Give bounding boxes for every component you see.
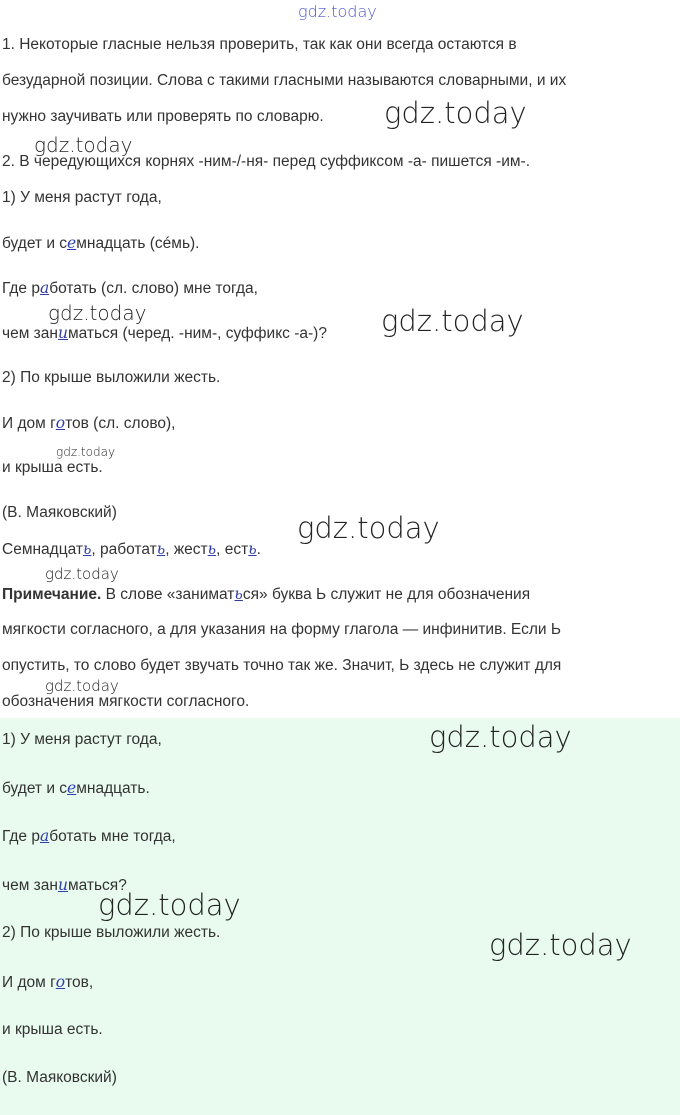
watermark: gdz.today [56, 445, 116, 459]
poem-annotated-line-4: чем заниматься (черед. -ним-, суффикс -а-)? [2, 324, 327, 342]
poem-annotated-author: (В. Маяковский) [2, 504, 117, 521]
watermark: gdz.today [489, 928, 632, 962]
poem-clean-line-5: 2) По крыше выложили жесть. [2, 924, 221, 941]
poem-clean-line-2: будет и семнадцать. [2, 779, 150, 797]
watermark: gdz.today [98, 888, 241, 922]
soft-sign-mark: ь [207, 540, 217, 558]
poem-clean-author: (В. Маяковский) [2, 1069, 117, 1086]
intro-line-3: нужно заучивать или проверять по словарю. [2, 108, 324, 125]
poem-annotated-line-3: Где работать (сл. слово) мне тогда, [2, 279, 258, 297]
watermark: gdz.today [297, 511, 440, 545]
watermark: gdz.today [429, 720, 572, 754]
note-line-1: Примечание. В слове «заниматься» буква Ь служит не для обозначения [2, 585, 531, 603]
note-line-4: обозначения мягкости согласного. [2, 693, 250, 710]
vowel-mark: о [55, 973, 66, 991]
intro-line-1: 1. Некоторые гласные нельзя проверить, так как они всегда остаются в [2, 36, 517, 53]
poem-annotated-line-2: будет и семнадцать (сéмь). [2, 234, 200, 252]
vowel-mark: е [67, 779, 77, 797]
vowel-mark: и [57, 324, 68, 342]
poem-clean-line-4: чем заниматься? [2, 876, 127, 894]
vowel-mark: а [39, 279, 50, 297]
soft-sign-words: Семнадцать, работать, жесть, есть. [2, 540, 261, 558]
watermark: gdz.today [48, 301, 147, 325]
poem-annotated-line-7: и крыша есть. [2, 459, 103, 476]
note-line-2: мягкости согласного, а для указания на форму глагола — инфинитив. Если Ь [2, 621, 562, 638]
intro-line-2: безударной позиции. Слова с такими гласными называются словарными, и их [2, 72, 567, 89]
vowel-mark: а [39, 827, 50, 845]
poem-clean-line-6: И дом готов, [2, 973, 94, 991]
watermark-top: gdz.today [298, 2, 377, 21]
soft-sign-mark: ь [156, 540, 166, 558]
poem-clean-line-3: Где работать мне тогда, [2, 827, 176, 845]
watermark: gdz.today [381, 304, 524, 338]
intro-line-4: 2. В чередующихся корнях -ним-/-ня- перед суффиксом -а- пишется -им-. [2, 153, 530, 170]
note-line-3: опустить, то слово будет звучать точно так же. Значит, Ь здесь не служит для [2, 657, 562, 674]
watermark: gdz.today [384, 96, 527, 130]
poem-clean-line-1: 1) У меня растут года, [2, 731, 162, 748]
vowel-mark: и [57, 876, 68, 894]
vowel-mark: е [67, 234, 77, 252]
poem-annotated-line-6: И дом готов (сл. слово), [2, 414, 176, 432]
watermark: gdz.today [45, 677, 119, 695]
soft-sign-mark: ь [234, 585, 243, 603]
soft-sign-mark: ь [82, 540, 92, 558]
poem-annotated-line-5: 2) По крыше выложили жесть. [2, 369, 221, 386]
poem-annotated-line-1: 1) У меня растут года, [2, 189, 162, 206]
note-label: Примечание. [2, 586, 102, 603]
soft-sign-mark: ь [248, 540, 257, 558]
vowel-mark: о [55, 414, 66, 432]
watermark: gdz.today [34, 133, 133, 157]
watermark: gdz.today [45, 565, 119, 583]
poem-clean-line-7: и крыша есть. [2, 1021, 103, 1038]
